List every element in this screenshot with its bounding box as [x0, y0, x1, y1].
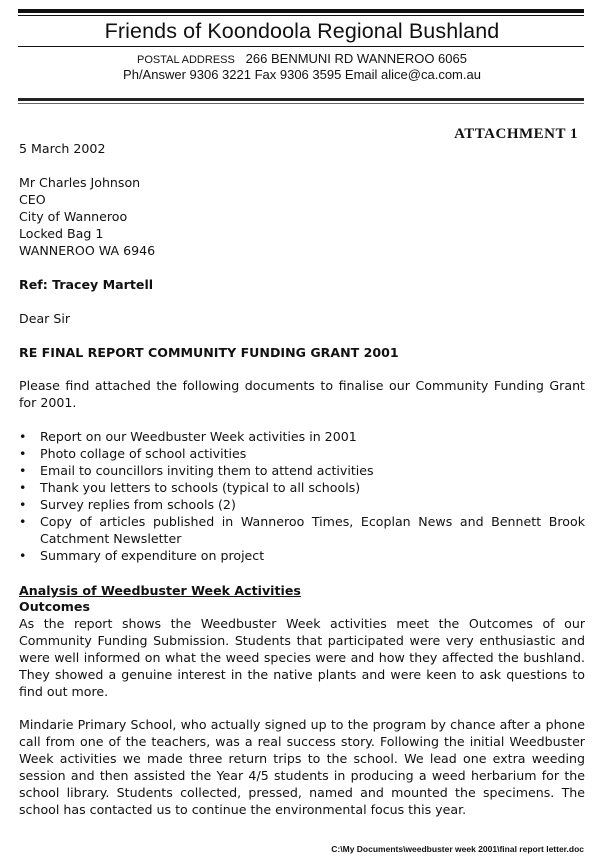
postal-label: POSTAL ADDRESS: [137, 54, 235, 66]
bullet-icon: •: [19, 480, 27, 495]
name-underline: [18, 46, 584, 47]
list-item: • Email to councillors inviting them to attend activities: [19, 463, 374, 478]
recipient-title: CEO: [19, 192, 46, 207]
list-item: • Photo collage of school activities: [19, 446, 247, 461]
intro-paragraph: Please find attached the following documents to finalise our Community Funding Grant for 2001.: [19, 378, 585, 410]
list-item: • Report on our Weedbuster Week activities in 2001: [19, 429, 357, 444]
postal-address-line: [0, 51, 604, 66]
attachment-label: ATTACHMENT 1: [454, 126, 578, 142]
bullet-icon: •: [19, 514, 27, 529]
subject-line: RE FINAL REPORT COMMUNITY FUNDING GRANT 2001: [19, 345, 399, 360]
file-path-footer: C:\My Documents\weedbuster week 2001\final report letter.doc: [331, 844, 584, 854]
recipient-org: City of Wanneroo: [19, 209, 128, 224]
recipient-address2: WANNEROO WA 6946: [19, 243, 156, 258]
recipient-address1: Locked Bag 1: [19, 226, 104, 241]
list-item: • Summary of expenditure on project: [19, 548, 265, 563]
bullet-icon: •: [19, 548, 27, 563]
contact-line: Ph/Answer 9306 3221 Fax 9306 3595 Email alice@ca.com.au: [123, 67, 481, 82]
top-rule: [18, 9, 584, 13]
bottom-rule-thin: [18, 103, 584, 104]
mindarie-paragraph: Mindarie Primary School, who actually signed up to the program by chance after a phone call from one of the teachers, was a real success story. Following the initial Weedbuster Week activities we made three return trips to the school. We lead one extra weeding session and then assisted the Year 4/5 students in producing a weed herbarium for the school library. Students collected, pressed, named and mounted the specimens. The school has contacted us to continue the environmental focus this year.: [19, 717, 585, 817]
list-item: • Survey replies from schools (2): [19, 497, 236, 512]
bullet-icon: •: [19, 497, 27, 512]
postal-address: 266 BENMUNI RD WANNEROO 6065: [245, 51, 467, 66]
organisation-name: Friends of Koondoola Regional Bushland: [104, 19, 500, 43]
reference-line: Ref: Tracey Martell: [19, 277, 154, 292]
bottom-rule: [18, 98, 584, 101]
recipient-name: Mr Charles Johnson: [19, 175, 141, 190]
salutation: Dear Sir: [19, 311, 71, 326]
top-rule-thin: [18, 15, 584, 16]
list-item: • Thank you letters to schools (typical to all schools): [19, 480, 361, 495]
letter-date: 5 March 2002: [19, 141, 106, 156]
bullet-icon: •: [19, 463, 27, 478]
outcomes-paragraph: As the report shows the Weedbuster Week activities meet the Outcomes of our Community Funding Submission. Students that participated were very enthusiastic and were well informed on what the weed species were and how they affected the bushland. They showed a genuine interest in the native plants and were keen to ask questions to find out more.: [19, 616, 585, 699]
bullet-icon: •: [19, 429, 27, 444]
section-heading: Analysis of Weedbuster Week Activities: [19, 583, 301, 598]
list-item: • Copy of articles published in Wanneroo Times, Ecoplan News and Bennett Brook Catchment Newsletter: [19, 514, 585, 546]
bullet-icon: •: [19, 446, 27, 461]
outcomes-subheading: Outcomes: [19, 599, 90, 614]
attachment-list: [19, 428, 585, 564]
